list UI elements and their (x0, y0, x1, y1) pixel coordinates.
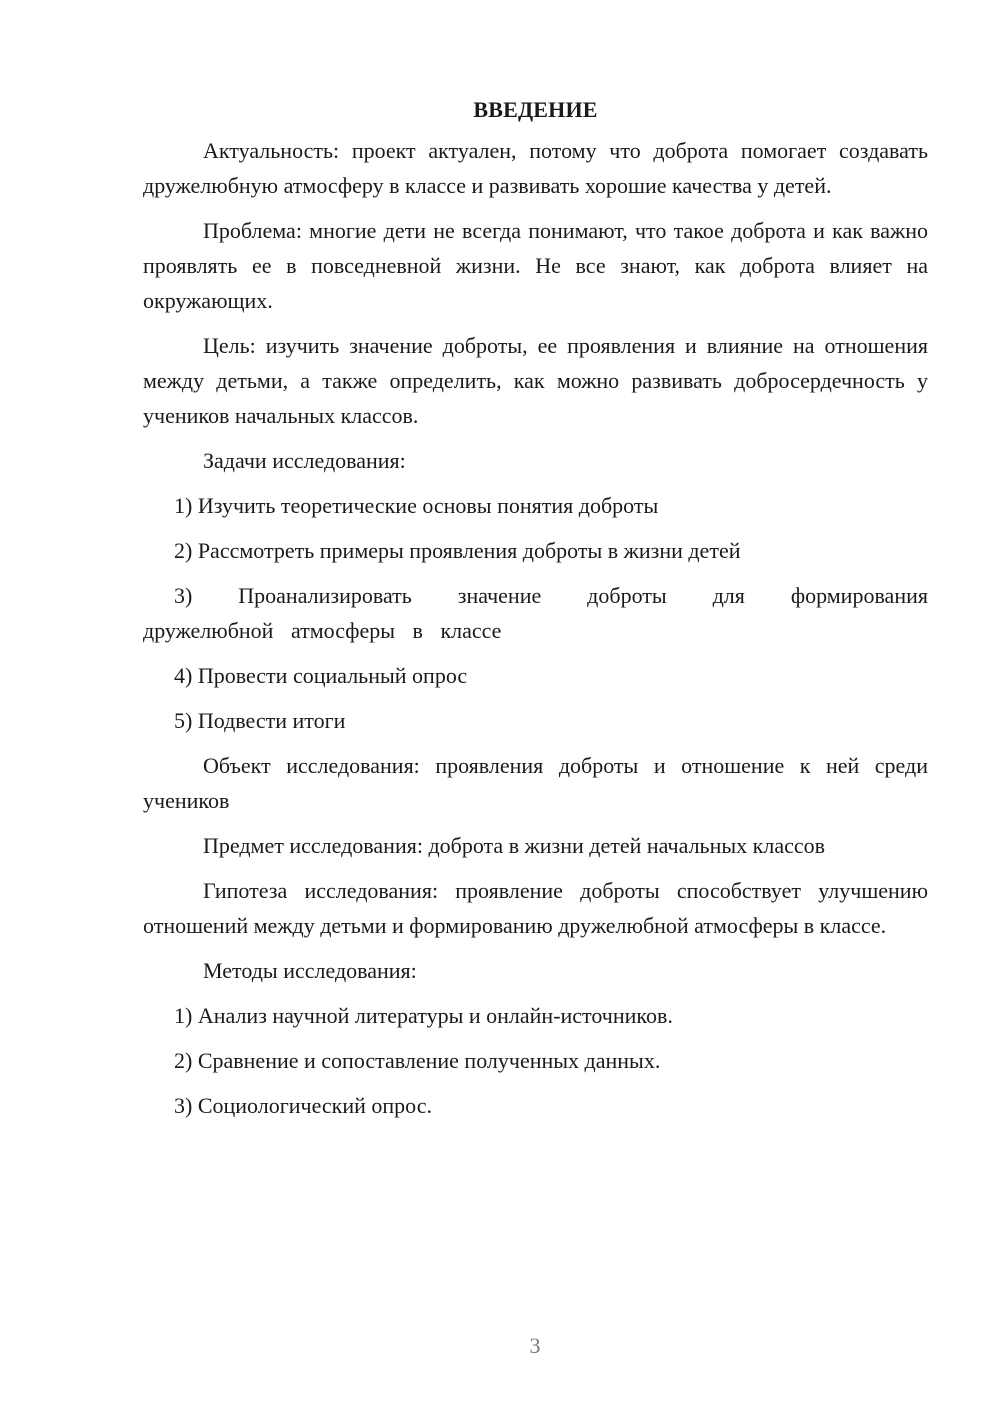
methods-heading: Методы исследования: (203, 958, 417, 983)
page-number: 3 (529, 1333, 541, 1358)
task-item: 5) Подвести итоги (174, 708, 346, 733)
problem-paragraph: Проблема: многие дети не всегда понимают, что такое доброта и как важно проявлять ее в повседневной жизни. Не все знают, как доброта влияет на окружающих. (143, 218, 928, 313)
task-item: 1) Изучить теоретические основы понятия доброты (174, 493, 659, 518)
method-item: 2) Сравнение и сопоставление полученных данных. (174, 1048, 661, 1073)
task-item: 3) Проанализировать значение доброты для формирования дружелюбной атмосферы в классе (143, 583, 928, 643)
object-paragraph: Объект исследования: проявления доброты и отношение к ней среди учеников (143, 753, 928, 813)
method-item: 1) Анализ научной литературы и онлайн-источников. (174, 1003, 673, 1028)
hypothesis-paragraph: Гипотеза исследования: проявление доброты способствует улучшению отношений между детьми и формированию дружелюбной атмосферы в классе. (143, 878, 928, 938)
task-item: 2) Рассмотреть примеры проявления доброты в жизни детей (174, 538, 741, 563)
relevance-paragraph: Актуальность: проект актуален, потому что доброта помогает создавать дружелюбную атмосферу в классе и развивать хорошие качества у детей. (143, 138, 928, 198)
goal-paragraph: Цель: изучить значение доброты, ее проявления и влияние на отношения между детьми, а также определить, как можно развивать добросердечность у учеников начальных классов. (143, 333, 928, 428)
subject-paragraph: Предмет исследования: доброта в жизни детей начальных классов (203, 833, 825, 858)
page-title: ВВЕДЕНИЕ (473, 97, 598, 122)
tasks-heading: Задачи исследования: (203, 448, 406, 473)
task-item: 4) Провести социальный опрос (174, 663, 468, 688)
document-page (143, 92, 928, 1133)
method-item: 3) Социологический опрос. (174, 1093, 432, 1118)
